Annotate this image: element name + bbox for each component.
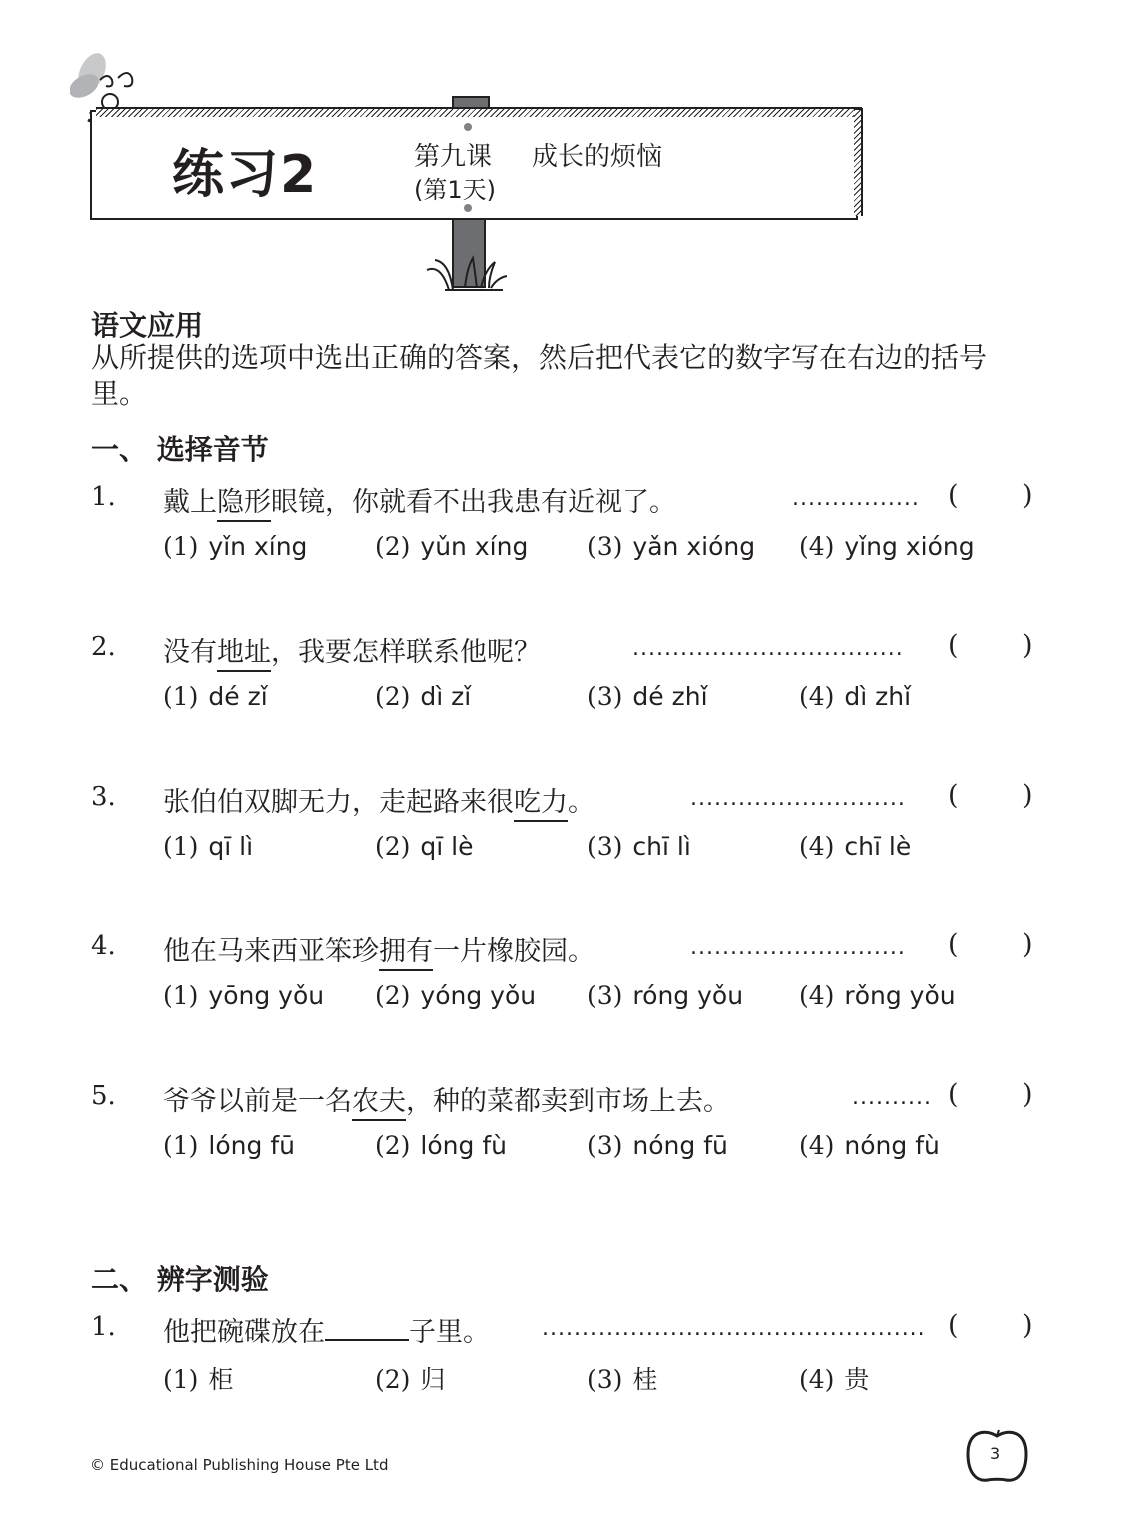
leader-dots: ........................... xyxy=(690,935,906,960)
nail-bottom xyxy=(464,204,472,212)
leader-dots: .................................. xyxy=(632,636,904,661)
option-4: (4) 贵 xyxy=(799,1365,870,1394)
leader-dots: .......... xyxy=(852,1085,932,1110)
option-4: (4) yǐng xióng xyxy=(799,532,975,561)
answer-paren-open: ( xyxy=(948,1079,959,1110)
answer-paren-close: ) xyxy=(1022,1079,1033,1110)
question-text: 戴上隐形眼镜，你就看不出我患有近视了。 xyxy=(163,480,676,519)
option-3: (3) chī lì xyxy=(587,832,691,861)
option-2: (2) qī lè xyxy=(375,832,474,861)
fill-in-blank xyxy=(325,1313,409,1341)
answer-paren-close: ) xyxy=(1022,780,1033,811)
option-2: (2) 归 xyxy=(375,1365,446,1394)
answer-paren-close: ) xyxy=(1022,480,1033,511)
option-1: (1) lóng fū xyxy=(163,1131,295,1160)
option-3: (3) nóng fū xyxy=(587,1131,728,1160)
day-label: (第1天) xyxy=(414,176,496,204)
question-text: 爷爷以前是一名农夫，种的菜都卖到市场上去。 xyxy=(163,1079,730,1118)
option-4: (4) rǒng yǒu xyxy=(799,981,956,1010)
signboard-side-edge xyxy=(854,108,863,216)
signboard-top-edge xyxy=(96,107,862,117)
underlined-word: 吃力 xyxy=(514,787,568,822)
page-number: 3 xyxy=(990,1444,1001,1463)
option-3: (3) dé zhǐ xyxy=(587,682,708,711)
lesson-number: 第九课 xyxy=(414,142,493,172)
question-number: 2. xyxy=(91,632,116,662)
leader-dots: ................ xyxy=(792,486,920,511)
option-2: (2) lóng fù xyxy=(375,1131,507,1160)
option-4: (4) chī lè xyxy=(799,832,912,861)
option-3: (3) yǎn xióng xyxy=(587,532,756,561)
option-1: (1) dé zǐ xyxy=(163,682,268,711)
option-1: (1) yōng yǒu xyxy=(163,981,325,1010)
exercise-title: 练习2 xyxy=(172,145,319,205)
option-2: (2) yǔn xíng xyxy=(375,532,529,561)
underlined-word: 隐形 xyxy=(217,487,271,522)
leader-dots: ........................... xyxy=(690,786,906,811)
option-3: (3) 桂 xyxy=(587,1365,658,1394)
option-4: (4) nóng fù xyxy=(799,1131,940,1160)
question-number: 1. xyxy=(91,1312,116,1342)
underlined-word: 农夫 xyxy=(352,1086,406,1121)
underlined-word: 地址 xyxy=(217,637,271,672)
answer-paren-open: ( xyxy=(948,480,959,511)
question-number: 1. xyxy=(91,482,116,512)
answer-paren-close: ) xyxy=(1022,929,1033,960)
instruction-text: 从所提供的选项中选出正确的答案，然后把代表它的数字写在右边的括号里。 xyxy=(91,341,988,410)
question-text: 他把碗碟放在 子里。 xyxy=(163,1310,490,1349)
underlined-word: 拥有 xyxy=(379,936,433,971)
option-1: (1) yǐn xíng xyxy=(163,532,308,561)
option-1: (1) qī lì xyxy=(163,832,254,861)
copyright-text: © Educational Publishing House Pte Ltd xyxy=(90,1456,389,1474)
part1-heading: 一、 选择音节 xyxy=(91,433,269,466)
option-2: (2) yóng yǒu xyxy=(375,981,537,1010)
answer-paren-open: ( xyxy=(948,630,959,661)
question-text: 没有地址，我要怎样联系他呢？ xyxy=(163,630,541,669)
option-1: (1) 柜 xyxy=(163,1365,234,1394)
question-text: 张伯伯双脚无力，走起路来很吃力。 xyxy=(163,780,595,819)
question-number: 5. xyxy=(91,1081,116,1111)
question-number: 4. xyxy=(91,931,116,961)
lesson-title: 成长的烦恼 xyxy=(532,142,663,172)
option-3: (3) róng yǒu xyxy=(587,981,744,1010)
answer-paren-open: ( xyxy=(948,1310,959,1341)
option-2: (2) dì zǐ xyxy=(375,682,472,711)
part2-heading: 二、 辨字测验 xyxy=(91,1263,269,1296)
section-heading: 语文应用 xyxy=(91,309,204,342)
answer-paren-open: ( xyxy=(948,780,959,811)
question-number: 3. xyxy=(91,782,116,812)
answer-paren-open: ( xyxy=(948,929,959,960)
leader-dots: ................................................ xyxy=(542,1316,926,1341)
answer-paren-close: ) xyxy=(1022,1310,1033,1341)
question-text: 他在马来西亚笨珍拥有一片橡胶园。 xyxy=(163,929,595,968)
answer-paren-close: ) xyxy=(1022,630,1033,661)
option-4: (4) dì zhǐ xyxy=(799,682,912,711)
nail-top xyxy=(464,123,472,131)
grass-icon xyxy=(425,252,515,292)
